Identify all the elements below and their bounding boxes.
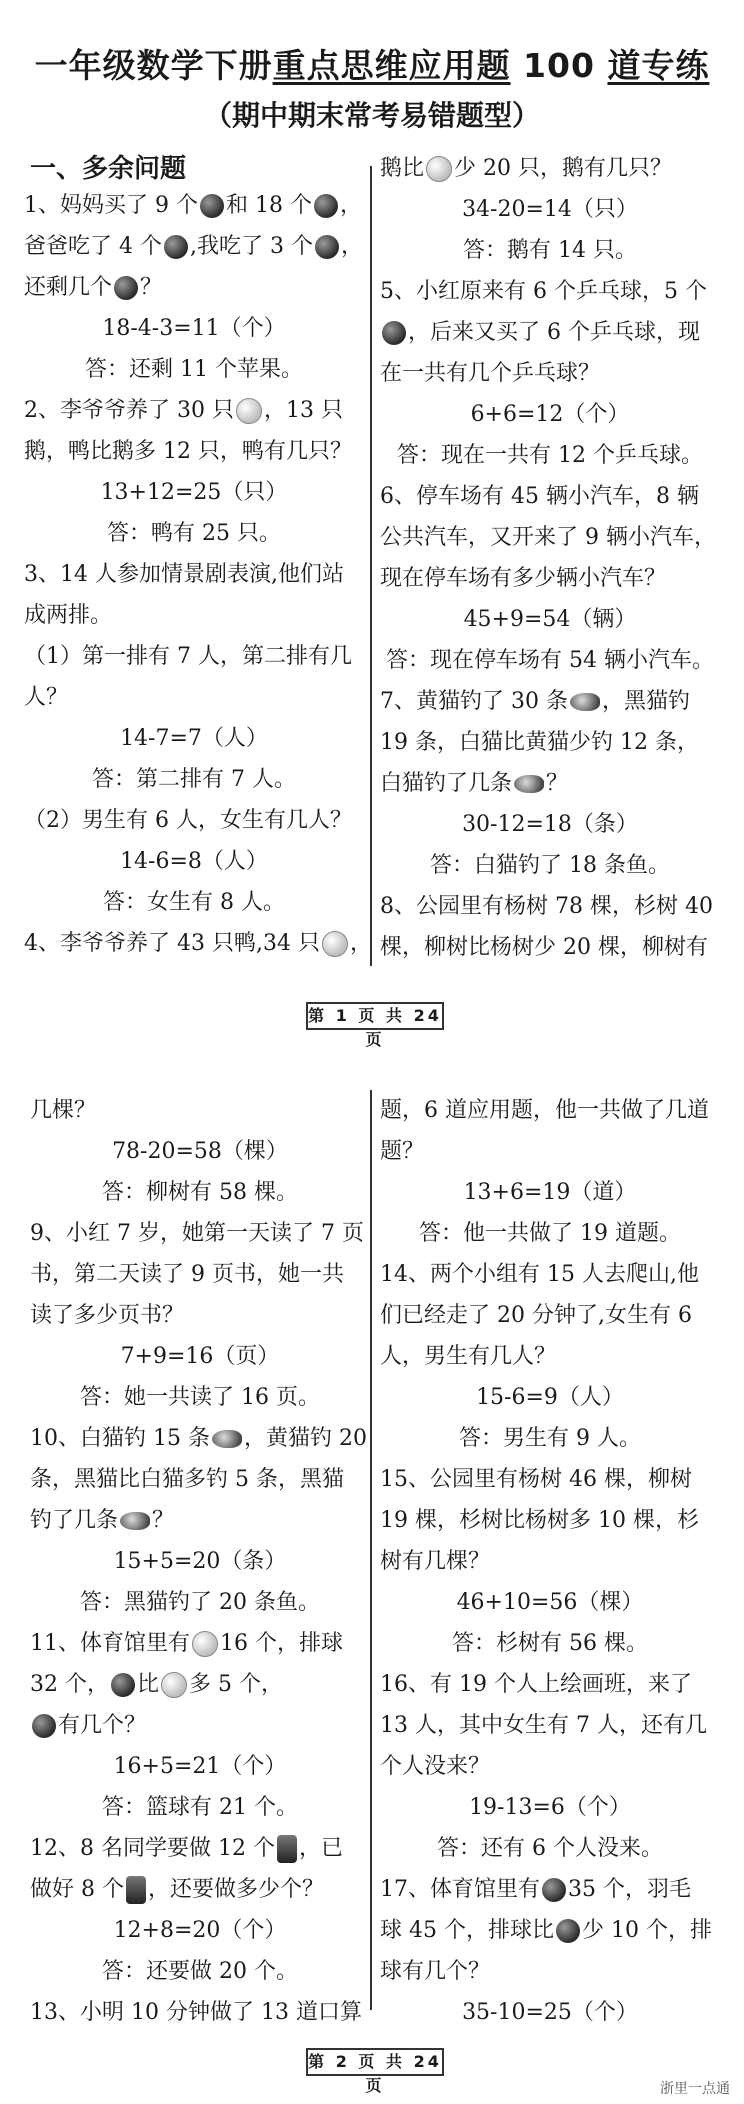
text-run: 7+9=16（页） xyxy=(120,1344,280,1369)
text-run: 答：柳树有 58 棵。 xyxy=(102,1180,298,1205)
text-run: 和 18 个 xyxy=(225,193,312,218)
text-run: 12、8 名同学要做 12 个 xyxy=(30,1836,275,1861)
text-run: ，后来又买了 6 个乒乓球，现 xyxy=(408,320,700,345)
text-line xyxy=(380,886,720,927)
text-run: 35-10=25（个） xyxy=(462,2000,638,2025)
text-run: 答：现在停车场有 54 辆小汽车。 xyxy=(386,648,714,673)
text-line xyxy=(380,394,720,435)
text-line xyxy=(380,435,720,476)
text-run: 30-12=18（条） xyxy=(462,812,638,837)
apple-icon xyxy=(114,276,138,300)
fish-icon xyxy=(514,775,544,793)
text-run: 19-13=6（个） xyxy=(469,1795,631,1820)
text-run: 棵，柳树比杨树少 20 棵，柳树有 xyxy=(380,935,708,960)
text-run: 答：鹅有 14 只。 xyxy=(463,238,637,263)
text-run: 11、体育馆里有 xyxy=(30,1631,190,1656)
text-run: 2、李爷爷养了 30 只 xyxy=(24,398,234,423)
text-run: ,我吃了 3 个 xyxy=(189,234,313,259)
text-line xyxy=(30,1869,370,1910)
text-line xyxy=(380,1582,720,1623)
page1-left-column xyxy=(24,185,372,964)
text-run: 答：杉树有 56 棵。 xyxy=(452,1631,648,1656)
text-line xyxy=(380,312,720,353)
apple-icon xyxy=(200,194,224,218)
text-run: ，黄猫钓 20 xyxy=(243,1426,367,1451)
text-line xyxy=(30,1090,370,1131)
text-line xyxy=(380,1172,720,1213)
text-line xyxy=(380,517,720,558)
basketball-icon xyxy=(111,1673,135,1697)
text-line xyxy=(24,595,364,636)
text-run: 公共汽车，又开来了 9 辆小汽车， xyxy=(380,525,716,550)
text-line xyxy=(380,1664,720,1705)
text-run: （2）男生有 6 人，女生有几人？ xyxy=(24,808,352,833)
basketball-icon xyxy=(32,1714,56,1738)
text-line xyxy=(24,718,364,759)
text-run: 爸爸吃了 4 个 xyxy=(24,234,162,259)
text-run: ， xyxy=(339,193,362,218)
text-run: ，黑猫钓 xyxy=(601,689,690,714)
text-line xyxy=(380,1623,720,1664)
title-part-2: 重点思维应用题 xyxy=(272,46,511,85)
text-run: 读了多少页书？ xyxy=(30,1303,185,1328)
text-line xyxy=(24,472,364,513)
text-line xyxy=(30,1787,370,1828)
text-run: ？ xyxy=(140,275,163,300)
text-run: ，已 xyxy=(298,1836,343,1861)
text-run: 少 10 个，排 xyxy=(581,1918,712,1943)
text-run: 17、体育馆里有 xyxy=(380,1877,540,1902)
text-run: 现在停车场有多少辆小汽车？ xyxy=(380,566,667,591)
text-line xyxy=(24,636,364,677)
text-line xyxy=(380,599,720,640)
column-divider-page1 xyxy=(370,166,372,966)
text-run: 答：她一共读了 16 页。 xyxy=(80,1385,320,1410)
text-run: 答：白猫钓了 18 条鱼。 xyxy=(430,853,670,878)
page1-right-column xyxy=(380,148,720,968)
text-line xyxy=(30,1992,370,2033)
text-run: 19 条，白猫比黄猫少钓 12 条， xyxy=(380,730,699,755)
text-run: 8、公园里有杨树 78 棵，杉树 40 xyxy=(380,894,713,919)
text-run: 有几个？ xyxy=(58,1713,147,1738)
shuttlecock-icon xyxy=(277,1835,297,1863)
text-line xyxy=(24,390,364,431)
text-run: 题，6 道应用题，他一共做了几道 xyxy=(380,1098,709,1123)
text-run: 78-20=58（棵） xyxy=(112,1139,288,1164)
text-line xyxy=(24,349,364,390)
shuttlecock-icon xyxy=(126,1876,146,1904)
fish-icon xyxy=(120,1512,150,1530)
text-line xyxy=(30,1951,370,1992)
text-line xyxy=(30,1377,370,1418)
title-part-4: 道专练 xyxy=(607,46,710,85)
goose-icon xyxy=(426,156,452,182)
title-part-1: 一年级数学下册 xyxy=(34,46,273,85)
text-run: 16+5=21（个） xyxy=(113,1754,287,1779)
text-run: 答：女生有 8 人。 xyxy=(103,890,285,915)
text-run: 多 5 个， xyxy=(189,1672,283,1697)
text-line xyxy=(30,1746,370,1787)
text-line xyxy=(30,1172,370,1213)
text-line xyxy=(30,1705,370,1746)
text-run: 少 20 只，鹅有几只？ xyxy=(454,156,672,181)
text-run: 答：还剩 11 个苹果。 xyxy=(85,357,303,382)
text-run: 题？ xyxy=(380,1139,425,1164)
text-line xyxy=(24,882,364,923)
text-run: 答：第二排有 7 人。 xyxy=(92,767,296,792)
text-line xyxy=(30,1541,370,1582)
text-run: （1）第一排有 7 人，第二排有几 xyxy=(24,644,352,669)
text-run: 书，第二天读了 9 页书，她一共 xyxy=(30,1262,344,1287)
text-run: 鹅，鸭比鹅多 12 只，鸭有几只？ xyxy=(24,439,352,464)
watermark: 浙里一点通 xyxy=(660,2081,730,2097)
text-run: 5、小红原来有 6 个乒乓球，5 个 xyxy=(380,279,707,304)
text-line xyxy=(24,800,364,841)
text-run: 34-20=14（只） xyxy=(462,197,638,222)
text-run: 们已经走了 20 分钟了,女生有 6 xyxy=(380,1303,692,1328)
text-line xyxy=(380,1992,720,2033)
text-run: 白猫钓了几条 xyxy=(380,771,513,796)
text-line xyxy=(380,1910,720,1951)
text-line xyxy=(24,185,364,226)
text-run: 在一共有几个乒乓球？ xyxy=(380,361,601,386)
text-run: 还剩几个 xyxy=(24,275,113,300)
text-run: 15、公园里有杨树 46 棵，柳树 xyxy=(380,1467,692,1492)
text-line xyxy=(380,230,720,271)
text-line xyxy=(380,640,720,681)
page2-left-column xyxy=(30,1090,370,2033)
column-divider-page2 xyxy=(370,1090,372,2010)
text-line xyxy=(30,1623,370,1664)
text-run: 12+8=20（个） xyxy=(113,1918,287,1943)
text-line xyxy=(380,189,720,230)
text-line xyxy=(380,1213,720,1254)
text-run: ，还要做多少个？ xyxy=(147,1877,324,1902)
text-run: 几棵？ xyxy=(30,1098,97,1123)
text-line xyxy=(380,1295,720,1336)
text-run: 14-7=7（人） xyxy=(120,726,268,751)
text-line xyxy=(24,554,364,595)
text-line xyxy=(24,513,364,554)
fish-icon xyxy=(570,693,600,711)
text-run: 3、14 人参加情景剧表演,他们站 xyxy=(24,562,344,587)
text-line xyxy=(380,1131,720,1172)
text-line xyxy=(380,722,720,763)
text-run: 16、有 19 个人上绘画班，来了 xyxy=(380,1672,692,1697)
text-line xyxy=(380,804,720,845)
text-line xyxy=(380,1541,720,1582)
text-run: 19 棵，杉树比杨树多 10 棵，杉 xyxy=(380,1508,699,1533)
text-run: 鹅比 xyxy=(380,156,425,181)
text-line xyxy=(380,1336,720,1377)
text-run: 答：现在一共有 12 个乒乓球。 xyxy=(397,443,703,468)
text-run: 13、小明 10 分钟做了 13 道口算 xyxy=(30,2000,362,2025)
text-line xyxy=(380,1705,720,1746)
text-run: 10、白猫钓 15 条 xyxy=(30,1426,210,1451)
page-subtitle: （期中期末常考易错题型） xyxy=(203,99,540,132)
text-line xyxy=(24,759,364,800)
text-line xyxy=(380,558,720,599)
text-run: 35 个，羽毛 xyxy=(568,1877,691,1902)
text-run: ， xyxy=(349,931,372,956)
text-run: 14-6=8（人） xyxy=(120,849,268,874)
text-line xyxy=(30,1295,370,1336)
text-line xyxy=(30,1582,370,1623)
apple-icon xyxy=(164,235,188,259)
text-run: 答：他一共做了 19 道题。 xyxy=(419,1221,681,1246)
page-footer-2: 第 2 页 共 24 页 xyxy=(306,2048,444,2076)
text-line xyxy=(380,1418,720,1459)
text-line xyxy=(24,308,364,349)
text-line xyxy=(380,476,720,517)
text-run: 13+12=25（只） xyxy=(100,480,288,505)
text-line xyxy=(380,271,720,312)
text-run: 答：还有 6 个人没来。 xyxy=(437,1836,663,1861)
text-line xyxy=(380,763,720,804)
shuttlecock-icon xyxy=(542,1878,566,1902)
text-line xyxy=(24,923,372,964)
text-run: 14、两个小组有 15 人去爬山,他 xyxy=(380,1262,699,1287)
title-part-3: 100 xyxy=(510,46,608,85)
apple-icon xyxy=(315,235,339,259)
text-line xyxy=(380,1746,720,1787)
text-run: 个人没来？ xyxy=(380,1754,491,1779)
text-line xyxy=(24,267,364,308)
text-run: 答：男生有 9 人。 xyxy=(459,1426,641,1451)
page-title xyxy=(0,40,744,87)
text-line xyxy=(380,1500,720,1541)
text-line xyxy=(380,1787,720,1828)
goose-icon xyxy=(322,931,348,957)
text-line xyxy=(380,1951,720,1992)
text-line xyxy=(30,1910,370,1951)
text-line xyxy=(380,1828,720,1869)
text-line xyxy=(30,1459,370,1500)
page-footer-1: 第 1 页 共 24 页 xyxy=(306,1002,444,1030)
text-run: 答：还要做 20 个。 xyxy=(102,1959,298,1984)
text-line xyxy=(380,1459,720,1500)
text-line xyxy=(380,845,720,886)
fish-icon xyxy=(212,1430,242,1448)
text-line xyxy=(24,226,364,267)
text-run: 成两排。 xyxy=(24,603,113,628)
text-line xyxy=(24,841,364,882)
text-line xyxy=(30,1336,370,1377)
text-run: 答：黑猫钓了 20 条鱼。 xyxy=(80,1590,320,1615)
text-run: 7、黄猫钓了 30 条 xyxy=(380,689,568,714)
pingpong-icon xyxy=(382,321,406,345)
text-line xyxy=(380,681,720,722)
text-run: 32 个， xyxy=(30,1672,109,1697)
text-run: 1、妈妈买了 9 个 xyxy=(24,193,198,218)
text-run: 16 个，排球 xyxy=(220,1631,343,1656)
text-run: 18-4-3=11（个） xyxy=(102,316,286,341)
text-line xyxy=(30,1213,370,1254)
text-line xyxy=(380,148,720,189)
text-line xyxy=(24,677,364,718)
text-run: 做好 8 个 xyxy=(30,1877,124,1902)
soccer-ball-icon xyxy=(192,1631,218,1657)
text-run: 钓了几条 xyxy=(30,1508,119,1533)
text-run: 9、小红 7 岁，她第一天读了 7 页 xyxy=(30,1221,364,1246)
text-run: 46+10=56（棵） xyxy=(456,1590,644,1615)
page2-right-column xyxy=(380,1090,720,2033)
text-run: 树有几棵？ xyxy=(380,1549,491,1574)
volleyball-icon xyxy=(556,1919,580,1943)
text-run: 45+9=54（辆） xyxy=(463,607,637,632)
text-line xyxy=(30,1500,370,1541)
text-run: 球有几个？ xyxy=(380,1959,491,1984)
text-run: 6+6=12（个） xyxy=(470,402,630,427)
text-line xyxy=(30,1131,370,1172)
text-run: 13+6=19（道） xyxy=(463,1180,637,1205)
section-heading: 一、多余问题 xyxy=(30,154,187,184)
text-run: ，13 只 xyxy=(263,398,343,423)
text-line xyxy=(30,1664,370,1705)
text-run: ？ xyxy=(546,771,569,796)
text-run: 15+5=20（条） xyxy=(113,1549,287,1574)
soccer-ball-icon xyxy=(161,1672,187,1698)
text-line xyxy=(380,1090,720,1131)
text-line xyxy=(30,1418,370,1459)
text-run: 比 xyxy=(137,1672,160,1697)
text-run: 4、李爷爷养了 43 只鸭,34 只 xyxy=(24,931,320,956)
text-line xyxy=(30,1254,370,1295)
text-run: 答：鸭有 25 只。 xyxy=(107,521,281,546)
text-run: ， xyxy=(340,234,363,259)
text-line xyxy=(380,927,720,968)
text-run: 13 人，其中女生有 7 人，还有几 xyxy=(380,1713,707,1738)
text-run: 条，黑猫比白猫多钓 5 条，黑猫 xyxy=(30,1467,344,1492)
text-run: 人？ xyxy=(24,685,69,710)
apple-icon xyxy=(314,194,338,218)
text-line xyxy=(24,431,364,472)
text-line xyxy=(380,1377,720,1418)
text-line xyxy=(380,353,720,394)
text-run: 球 45 个，排球比 xyxy=(380,1918,554,1943)
text-run: 人，男生有几人？ xyxy=(380,1344,557,1369)
text-line xyxy=(30,1828,370,1869)
text-run: 答：篮球有 21 个。 xyxy=(102,1795,298,1820)
text-run: ？ xyxy=(152,1508,175,1533)
text-run: 15-6=9（人） xyxy=(476,1385,624,1410)
text-line xyxy=(380,1869,720,1910)
text-run: 6、停车场有 45 辆小汽车，8 辆 xyxy=(380,484,699,509)
goose-icon xyxy=(236,398,262,424)
text-line xyxy=(380,1254,720,1295)
